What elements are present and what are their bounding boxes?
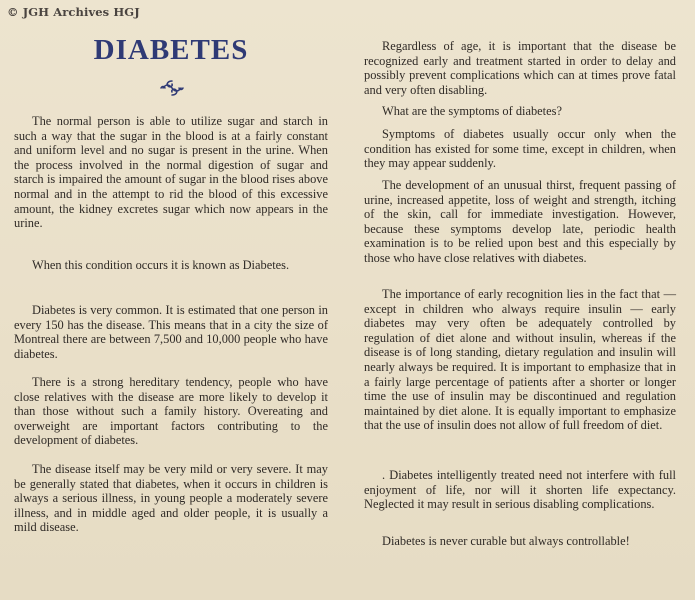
- paragraph-insulin-treatment: The importance of early recognition lies in the fact that — except in children who always require insulin — early diabetes may very often be adequately controlled by regulation of diet alone and without insulin, whereas if the disease is of long standing, dietary regulation and insulin will nearly always be required. It is important to emphasize that in a fairly large percentage of patients after a shorter or longer time the use of insulin may be discontinued and regulation maintained by diet alone. It is equally important to emphasize that the use of insulin does not allow of full freedom of diet.: [364, 287, 676, 433]
- paragraph-symptom-onset: Symptoms of diabetes usually occur only when the condition has existed for some time, except in children, when they may appear suddenly.: [364, 127, 676, 171]
- paragraph-severity: The disease itself may be very mild or very severe. It may be generally stated that diabetes, when it occurs in children is always a serious illness, in young people a moderately severe illness, and in middle aged and older people, it is usually a mild disease.: [14, 462, 328, 535]
- paragraph-controllable: Diabetes is never curable but always controllable!: [382, 534, 630, 548]
- archive-watermark: © JGH Archives HGJ: [7, 5, 140, 19]
- paragraph-prevalence: Diabetes is very common. It is estimated that one person in every 150 has the disease. This means that in a city the size of Montreal there are between 7,500 and 10,000 people who have diabetes.: [14, 303, 328, 361]
- paragraph-treated-outlook: . Diabetes intelligently treated need not interfere with full enjoyment of life, nor will it shorten life expectancy. Neglected it may result in serious disabling complications.: [364, 468, 676, 512]
- fleuron-ornament-icon: [157, 78, 187, 98]
- paragraph-normal-person: The normal person is able to utilize sugar and starch in such a way that the sugar in the blood is at a fairly constant and uniform level and no sugar is present in the urine. When the process involved in the normal digestion of sugar and starch is impaired the amount of sugar in the blood rises above normal and in the attempt to rid the blood of this excessive amount, the kidney excretes sugar which now appears in the urine.: [14, 114, 328, 231]
- paragraph-early-recognition: Regardless of age, it is important that the disease be recognized early and treatment started in order to delay and possibly prevent complications which can at times prove fatal and very often disabling.: [364, 39, 676, 97]
- paragraph-condition: When this condition occurs it is known as Diabetes.: [32, 258, 290, 272]
- symptoms-question-heading: What are the symptoms of diabetes?: [382, 104, 562, 118]
- paragraph-heredity: There is a strong hereditary tendency, people who have close relatives with the disease are more likely to develop it than those without such a family history. Overeating and overweight are important factors contributing to the development of diabetes.: [14, 375, 328, 448]
- paragraph-symptom-list: The development of an unusual thirst, frequent passing of urine, increased appetite, loss of weight and strength, itching of the skin, call for immediate investigation. However, because these symptoms develop late, periodic health examination is to be relied upon best and this especially by those who have close relatives with diabetes.: [364, 178, 676, 265]
- page-title: DIABETES: [93, 34, 249, 66]
